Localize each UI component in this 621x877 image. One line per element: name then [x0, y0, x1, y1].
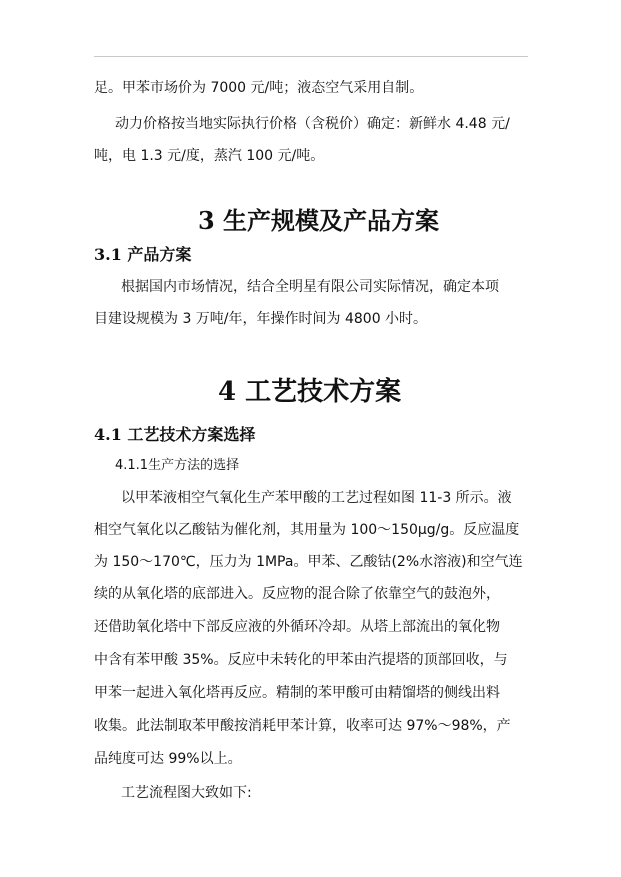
body-text-line: 甲苯一起进入氧化塔再反应。精制的苯甲酸可由精馏塔的侧线出料 — [94, 685, 500, 701]
body-text-line: 动力价格按当地实际执行价格（含税价）确定：新鲜水 4.48 元/ — [115, 116, 510, 132]
body-text-line: 品纯度可达 99%以上。 — [94, 751, 242, 767]
body-text-line: 续的从氧化塔的底部进入。反应物的混合除了依靠空气的鼓泡外， — [94, 586, 500, 602]
body-text-line: 还借助氧化塔中下部反应液的外循环冷却。从塔上部流出的氧化物 — [94, 619, 500, 635]
body-text-line: 目建设规模为 3 万吨/年，年操作时间为 4800 小时。 — [94, 311, 428, 327]
body-text-line: 足。甲苯市场价为 7000 元/吨；液态空气采用自制。 — [94, 80, 424, 96]
body-text-line: 以甲苯液相空气氧化生产苯甲酸的工艺过程如图 11-3 所示。液 — [121, 490, 512, 506]
chapter-heading: 3 生产规模及产品方案 — [198, 206, 440, 235]
body-text-line: 中含有苯甲酸 35%。反应中未转化的甲苯由汽提塔的顶部回收，与 — [94, 652, 508, 668]
body-text-line: 吨，电 1.3 元/度，蒸汽 100 元/吨。 — [94, 148, 325, 164]
body-text-line: 根据国内市场情况，结合全明星有限公司实际情况，确定本项 — [121, 279, 499, 295]
body-text-line: 相空气氧化以乙酸钴为催化剂，其用量为 100～150μg/g。反应温度 — [94, 522, 520, 538]
section-heading: 4.1 工艺技术方案选择 — [94, 425, 256, 444]
chapter-heading: 4 工艺技术方案 — [218, 377, 402, 407]
subsection-heading: 4.1.1生产方法的选择 — [115, 458, 240, 473]
section-heading: 3.1 产品方案 — [94, 245, 192, 264]
body-text-line: 工艺流程图大致如下: — [121, 785, 252, 801]
body-text-line: 收集。此法制取苯甲酸按消耗甲苯计算，收率可达 97%～98%，产 — [94, 718, 511, 734]
page-header-rule — [94, 56, 528, 57]
body-text-line: 为 150～170℃，压力为 1MPa。甲苯、乙酸钴(2%水溶液)和空气连 — [94, 554, 523, 570]
